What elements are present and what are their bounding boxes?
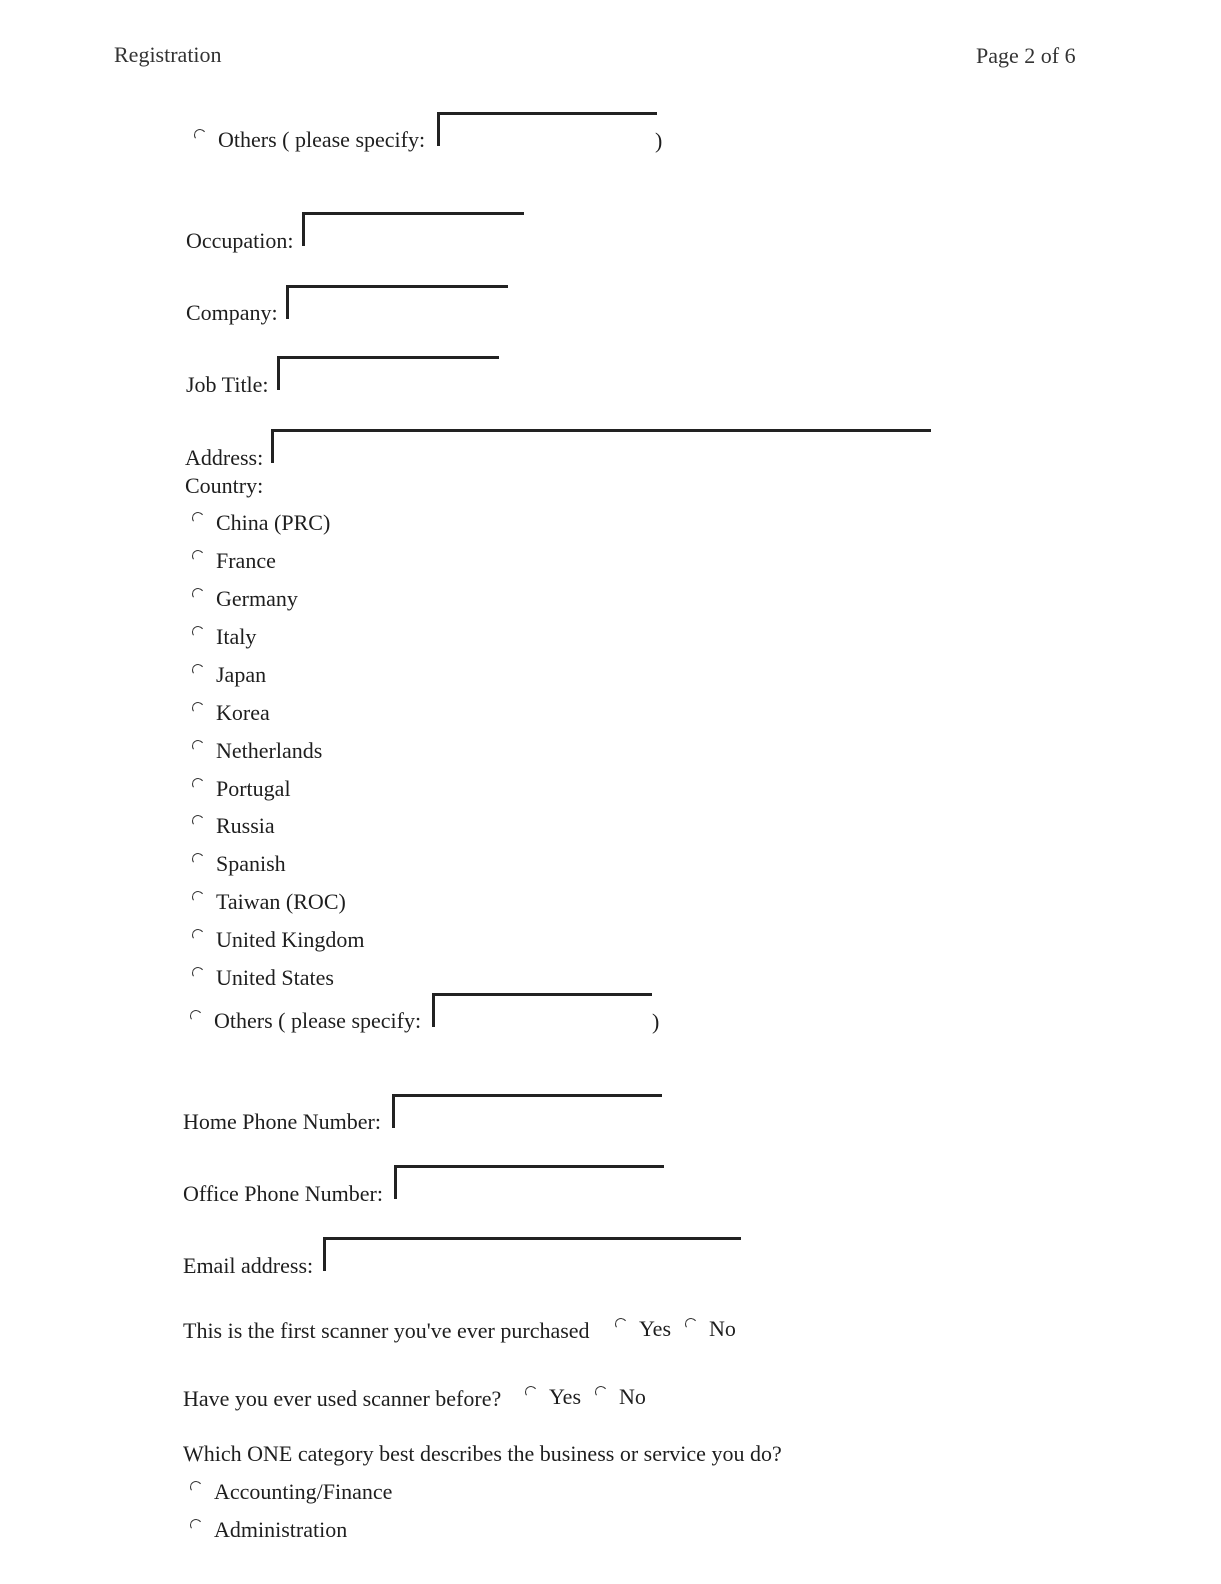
country-option[interactable] [192, 510, 330, 536]
category-option[interactable] [190, 1479, 392, 1505]
country-option[interactable] [192, 700, 270, 726]
company-label: Company: [186, 300, 278, 325]
country-option-label: Germany [216, 586, 298, 611]
used-before-no-label: No [619, 1384, 646, 1409]
used-before-yes-option[interactable] [525, 1384, 581, 1410]
used-before-yes-radio[interactable] [524, 1385, 538, 1399]
page-header-title: Registration [114, 42, 222, 67]
country-radio[interactable] [191, 890, 205, 904]
country-radio[interactable] [191, 928, 205, 942]
gender-other-close: ) [655, 128, 663, 153]
country-radio[interactable] [191, 701, 205, 715]
country-option-label: Netherlands [216, 738, 323, 763]
country-other-input[interactable] [432, 993, 652, 1027]
country-radio[interactable] [191, 739, 205, 753]
country-radio[interactable] [191, 511, 205, 525]
country-option-label: United States [216, 965, 334, 990]
country-radio[interactable] [191, 852, 205, 866]
country-option[interactable] [192, 738, 322, 764]
company-input[interactable] [286, 285, 508, 319]
country-option-label: China (PRC) [216, 510, 331, 535]
country-option[interactable] [192, 776, 291, 802]
first-scanner-yes-option[interactable] [615, 1316, 671, 1342]
country-radio[interactable] [191, 625, 205, 639]
gender-other-label: Others ( please specify: [218, 127, 426, 152]
country-radio[interactable] [191, 549, 205, 563]
country-option-label: United Kingdom [216, 927, 365, 952]
country-option[interactable] [192, 927, 365, 953]
job-title-input[interactable] [277, 356, 499, 390]
country-radio[interactable] [191, 966, 205, 980]
country-option-label: Taiwan (ROC) [216, 889, 346, 914]
country-radio[interactable] [191, 587, 205, 601]
category-radio[interactable] [189, 1480, 203, 1494]
country-other-close: ) [652, 1009, 660, 1034]
occupation-input[interactable] [302, 212, 524, 246]
country-option-label: Japan [216, 662, 267, 687]
country-option-label: France [216, 548, 276, 573]
first-scanner-no-option[interactable] [685, 1316, 736, 1342]
gender-other-input[interactable] [437, 112, 657, 146]
first-scanner-no-radio[interactable] [684, 1317, 698, 1331]
first-scanner-yes-label: Yes [639, 1316, 672, 1341]
country-other-label: Others ( please specify: [214, 1008, 422, 1033]
used-before-question: Have you ever used scanner before? [183, 1386, 502, 1411]
first-scanner-no-label: No [709, 1316, 736, 1341]
used-before-yes-label: Yes [549, 1384, 582, 1409]
country-other-radio[interactable] [189, 1009, 203, 1023]
country-option[interactable] [192, 624, 256, 650]
country-radio[interactable] [191, 663, 205, 677]
job-title-label: Job Title: [186, 372, 269, 397]
office-phone-input[interactable] [394, 1165, 664, 1199]
country-option[interactable] [192, 851, 286, 877]
country-option-label: Russia [216, 813, 275, 838]
first-scanner-question: This is the first scanner you've ever purchased [183, 1318, 590, 1343]
country-other-option[interactable] [190, 1008, 421, 1034]
category-option-label: Administration [214, 1517, 348, 1542]
category-option-label: Accounting/Finance [214, 1479, 393, 1504]
first-scanner-yes-radio[interactable] [614, 1317, 628, 1331]
country-label: Country: [185, 473, 264, 498]
country-option-label: Korea [216, 700, 270, 725]
gender-other-radio[interactable] [193, 128, 207, 142]
used-before-no-radio[interactable] [594, 1385, 608, 1399]
country-option-label: Portugal [216, 776, 291, 801]
address-input[interactable] [271, 429, 931, 463]
occupation-label: Occupation: [186, 228, 294, 253]
country-option[interactable] [192, 586, 298, 612]
page-number: Page 2 of 6 [976, 43, 1076, 68]
category-question: Which ONE category best describes the business or service you do? [183, 1441, 782, 1466]
country-option-label: Italy [216, 624, 257, 649]
country-option[interactable] [192, 548, 276, 574]
category-radio[interactable] [189, 1518, 203, 1532]
category-option[interactable] [190, 1517, 347, 1543]
country-radio[interactable] [191, 814, 205, 828]
country-option[interactable] [192, 965, 334, 991]
email-label: Email address: [183, 1253, 314, 1278]
home-phone-label: Home Phone Number: [183, 1109, 381, 1134]
country-radio[interactable] [191, 777, 205, 791]
gender-other-option[interactable] [194, 127, 425, 153]
home-phone-input[interactable] [392, 1094, 662, 1128]
country-option-label: Spanish [216, 851, 286, 876]
email-input[interactable] [323, 1237, 741, 1271]
office-phone-label: Office Phone Number: [183, 1181, 383, 1206]
country-option[interactable] [192, 889, 346, 915]
used-before-no-option[interactable] [595, 1384, 646, 1410]
country-option[interactable] [192, 662, 266, 688]
address-label: Address: [185, 445, 264, 470]
country-option[interactable] [192, 813, 275, 839]
